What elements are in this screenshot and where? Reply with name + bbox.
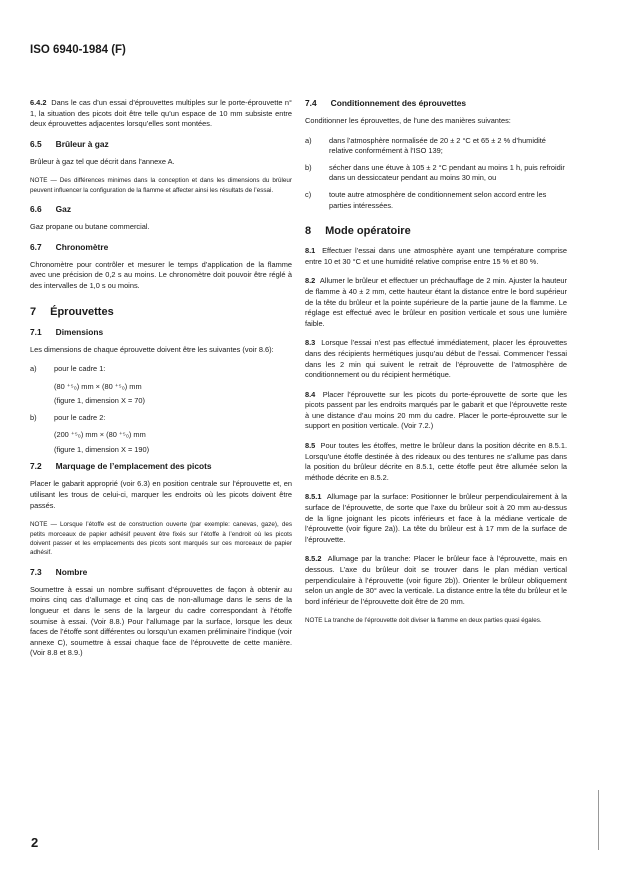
section-6-5-text: Brûleur à gaz tel que décrit dans l’annexe A. [30,156,175,166]
list-item-c: c) toute autre atmosphère de conditionnement selon accord entre les parties intéressées. [305,189,547,210]
section-7-3-text: Soumettre à essai un nombre suffisant d’éprouvettes de façon à obtenir au moins cinq cas d’allumage et cinq cas de non-allumage dans le sens de la longueur et dans le sens de la largeur du cadre correspondant à l’étoffe soumise à essai. (Voir 8.8.) Pour l’allumage par la surface, lorsque les deux faces de l’étoffe sont différentes ou lorsqu’un examen préliminaire l’indique (voir annexe C), soumettre à essai chaque face de l’éprouvette de cette manière. (Voir 8.8 et 8.9.) [30,584,292,658]
list-item-b: b) sécher dans une étuve à 105 ± 2 °C pendant au moins 1 h, puis refroidir dans un dessiccateur pendant au moins 30 min, ou [305,162,565,183]
list-item-a: a) dans l’atmosphère normalisée de 20 ± 2 °C et 65 ± 2 % d’humidité relative conformément à l’ISO 139; [305,135,546,156]
note-6-5: NOTE — Des différences minimes dans la conception et dans les dimensions du brûleur peuvent influencer la configuration de la flamme et affecter ainsi les résultats de l’essai. [30,177,292,194]
list-item-b: b) pour le cadre 2: [30,412,106,422]
section-8-5: 8.5 Pour toutes les étoffes, mettre le brûleur dans la position décrite en 8.5.1. Lorsqu’une étoffe destinée à des rideaux ou des tentures ne s’allume pas dans la position du brûleur décrite en 8.5.1, cette étoffe peut être allumée selon la méthode décrite en 8.5.2. [305,441,567,482]
heading-7-1: 7.1 Dimensions [30,326,104,337]
section-8-3: 8.3 Lorsque l’essai n’est pas effectué immédiatement, placer les éprouvettes dans des récipients hermétiques jusqu’au début de l’essai. Commencer l’essai dans les 2 min qui suivent le retrait de l’éprouvette de l’atmosphère de conditionnement ou du récipient hermétique. [305,338,568,380]
document-header: ISO 6940-1984 (F) [30,44,126,56]
section-7-1-text: Les dimensions de chaque éprouvette doivent être les suivantes (voir 8.6): [30,344,274,354]
heading-7: 7 Éprouvettes [30,305,114,318]
section-6-7-text: Chronomètre pour contrôler et mesurer le temps d’application de la flamme avec une précision de 0,2 s au moins. Le chronomètre doit pouvoir être réglé à des intervalles de 1,0 s ou moins. [30,259,292,290]
section-8-5-2: 8.5.2 Allumage par la tranche: Placer le brûleur face à l’éprouvette, mais en dessous. L’axe du brûleur doit se trouver dans le plan médian vertical perpendiculaire à l’éprouvette (voir figure 2b)). Orienter le brûleur obliquement selon un angle de 30° avec la verticale. La distance entre la tête du brûleur et le bord inférieur de l’éprouvette doit être de 20 mm. [305,554,567,606]
list-item-a: a) pour le cadre 1: [30,364,106,374]
heading-7-4: 7.4 Conditionnement des éprouvettes [305,98,467,108]
heading-7-2: 7.2 Marquage de l’emplacement des picots [30,461,212,472]
left-column [30,98,292,668]
section-6-6-text: Gaz propane ou butane commercial. [30,222,150,232]
scan-edge-line [598,790,599,850]
heading-6-7: 6.7 Chronomètre [30,241,109,252]
right-column [305,98,567,635]
section-8-5-1: 8.5.1 Allumage par la surface: Positionner le brûleur perpendiculairement à la surface de l’éprouvette, de sorte que l’axe du brûleur soit à 20 mm au-dessus de la ligne joignant les picots inférieurs et face à la médiane verticale de l’éprouvette (voir figure 2a)). La tête du brûleur est à 17 mm de la surface de l’éprouvette. [305,492,568,544]
heading-7-3: 7.3 Nombre [30,566,88,577]
note-7-2: NOTE — Lorsque l’étoffe est de construction ouverte (par exemple: canevas, gaze), des petits morceaux de papier adhésif peuvent être fixés sur l’étoffe à l’endroit où les picots doivent passer et les emplacements des picots sont marqués sur ces morceaux de papier adhésif. [30,521,292,557]
section-8-2: 8.2 Allumer le brûleur et effectuer un préchauffage de 2 min. Ajuster la hauteur de flamme à 40 ± 2 mm, cette hauteur étant la distance entre le bord supérieur de la tête du brûleur et la pointe supérieure de la partie jaune de la flamme. Le réglage est effectué avec le brûleur en position verticale et sous une lumière faible. [305,276,567,328]
heading-6-5: 6.5 Brûleur à gaz [30,138,109,149]
section-7-4-text: Conditionner les éprouvettes, de l’une des manières suivantes: [305,116,511,125]
section-6-4-2: 6.4.2 Dans le cas d’un essai d’éprouvettes multiples sur le porte-éprouvette n° 1, la situation des picots doit être telle qu’un espace de 10 mm subsiste entre deux éprouvettes adjacentes lorsqu’elles sont montées. [30,98,292,129]
dimension-block-a: (80 ⁺⁵₀) mm × (80 ⁺⁵₀) mm (figure 1, dimension X = 70) [54,381,145,406]
heading-6-6: 6.6 Gaz [30,204,72,215]
section-8-4: 8.4 Placer l’éprouvette sur les picots du porte-éprouvette de sorte que les picots passent par les endroits marqués par le gabarit et que l’éprouvette reste à une distance d’au moins 20 mm du cadre. Placer le porte-éprouvette sur le support en position verticale. (Voir 7.2.) [305,389,567,431]
heading-8: 8 Mode opératoire [305,225,411,238]
note-8-5-2: NOTE La tranche de l’éprouvette doit diviser la flamme en deux parties quasi égales. [305,617,542,625]
dimension-block-b: (200 ⁺⁵₀) mm × (80 ⁺⁵₀) mm (figure 1, dimension X = 190) [54,430,150,454]
section-8-1: 8.1 Effectuer l’essai dans une atmosphère ayant une température comprise entre 10 et 30 °C et une humidité relative comprise entre 15 % et 80 %. [305,246,567,266]
section-7-2-text: Placer le gabarit approprié (voir 6.3) en position centrale sur l’éprouvette et, en utilisant les trous de celui-ci, marquer les endroits où les picots doivent être passés. [30,479,292,510]
page-number: 2 [31,835,39,850]
